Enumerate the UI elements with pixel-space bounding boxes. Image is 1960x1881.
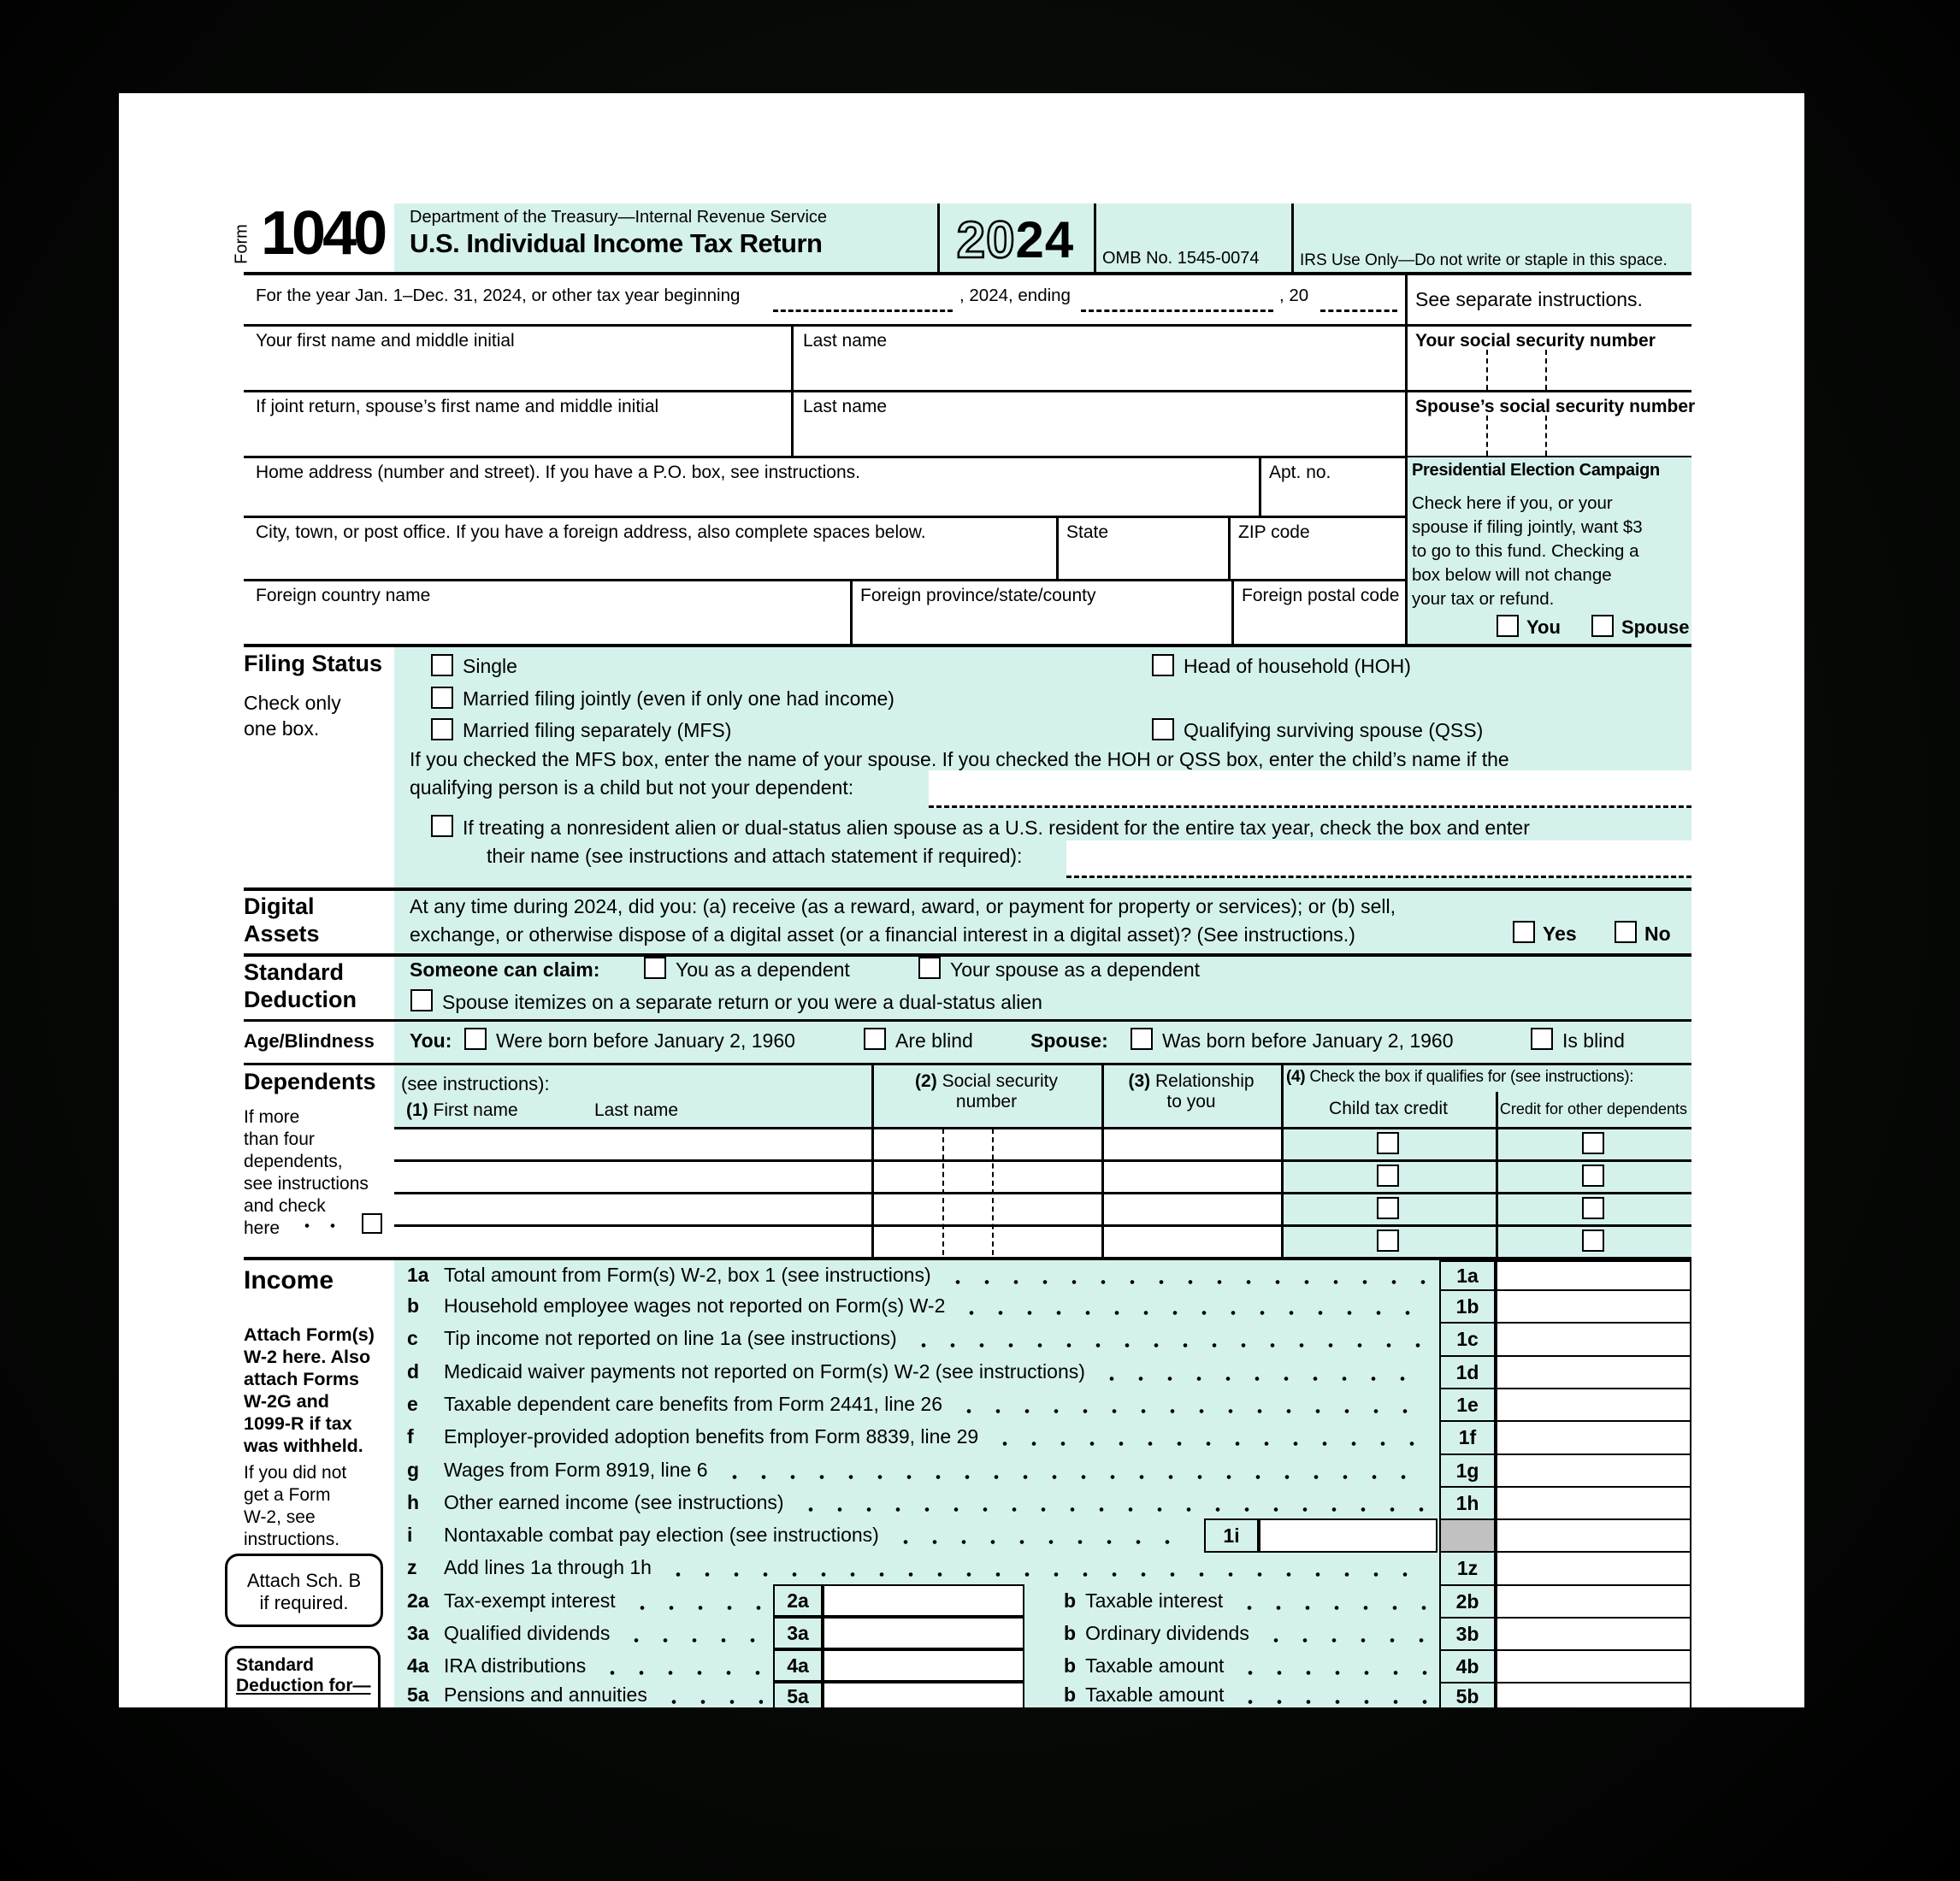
col1-header bbox=[406, 1100, 518, 1121]
dot-leader bbox=[1236, 1700, 1429, 1704]
age-spouse-label: Spouse: bbox=[1030, 1029, 1108, 1052]
line-number: f bbox=[407, 1424, 414, 1448]
income-line-1g bbox=[394, 1454, 1439, 1486]
line-4b-amount-box[interactable] bbox=[1496, 1649, 1691, 1683]
odc-checkbox[interactable] bbox=[1582, 1132, 1604, 1154]
department-line: Department of the Treasury—Internal Revenue Service bbox=[410, 208, 828, 227]
line-text: Taxable amount bbox=[1085, 1654, 1225, 1677]
cell-number: 1d bbox=[1455, 1360, 1479, 1383]
see-separate-instructions: See separate instructions. bbox=[1415, 288, 1643, 310]
line-number: h bbox=[407, 1490, 420, 1513]
qualifying-person-input[interactable] bbox=[929, 770, 1691, 808]
ssn-separator bbox=[942, 1129, 944, 1255]
dependents-margin-note: than four bbox=[244, 1129, 315, 1149]
dependents-margin-note: If more bbox=[244, 1107, 300, 1127]
line-1e-number-cell bbox=[1439, 1388, 1496, 1422]
digital-no-label: No bbox=[1644, 923, 1671, 945]
first-name-label: Your first name and middle initial bbox=[256, 331, 515, 351]
divider bbox=[244, 390, 1691, 392]
dot-leader bbox=[664, 1572, 1429, 1577]
divider bbox=[1056, 516, 1059, 579]
income-line-5a bbox=[394, 1682, 773, 1707]
line-2a-amount-box[interactable] bbox=[823, 1584, 1024, 1617]
line-text: Taxable amount bbox=[1085, 1683, 1225, 1706]
line-text: Pensions and annuities bbox=[444, 1683, 647, 1706]
campaign-spouse-checkbox[interactable] bbox=[1591, 615, 1614, 637]
you-blind-label: Are blind bbox=[895, 1029, 973, 1052]
line-5a-amount-box[interactable] bbox=[823, 1682, 1024, 1707]
spouse-itemizes-label: Spouse itemizes on a separate return or you were a dual-status alien bbox=[442, 991, 1042, 1013]
income-line-2a bbox=[394, 1584, 773, 1617]
line-4a-number: 4a bbox=[787, 1654, 809, 1677]
col4-header bbox=[1286, 1068, 1633, 1087]
qss-label: Qualifying surviving spouse (QSS) bbox=[1184, 719, 1484, 741]
apt-label: Apt. no. bbox=[1269, 463, 1331, 482]
line-text: Nontaxable combat pay election (see instructions) bbox=[444, 1523, 879, 1546]
odc-checkbox[interactable] bbox=[1582, 1165, 1604, 1187]
dependent-row-name-input[interactable] bbox=[394, 1127, 871, 1159]
tax-year-ending-field[interactable] bbox=[1081, 310, 1273, 312]
attach-w2-note: Attach Form(s) bbox=[244, 1324, 375, 1345]
dependents-margin-note: see instructions bbox=[244, 1174, 369, 1194]
attach-schb-text: Attach Sch. B bbox=[246, 1570, 362, 1591]
cell-number: 5b bbox=[1455, 1684, 1479, 1707]
attach-w2-note: W-2G and bbox=[244, 1391, 329, 1412]
line-4a-amount-box[interactable] bbox=[823, 1649, 1024, 1682]
income-line-4b bbox=[1064, 1649, 1439, 1682]
dot-leader bbox=[1236, 1671, 1429, 1675]
campaign-line: spouse if filing jointly, want $3 bbox=[1412, 517, 1643, 537]
nra-line1: If treating a nonresident alien or dual-status alien spouse as a U.S. resident for the entire tax year, check the box and enter bbox=[463, 817, 1530, 839]
odc-checkbox[interactable] bbox=[1582, 1229, 1604, 1252]
divider bbox=[1405, 274, 1408, 644]
omb-number: OMB No. 1545-0074 bbox=[1102, 249, 1260, 268]
income-line-4a bbox=[394, 1649, 773, 1682]
mfs-checkbox[interactable] bbox=[431, 718, 453, 740]
qss-checkbox[interactable] bbox=[1152, 718, 1174, 740]
col3-label2: to you bbox=[1166, 1092, 1216, 1112]
line-1c-number-cell bbox=[1439, 1322, 1496, 1357]
income-line-1z bbox=[394, 1551, 1439, 1583]
line-text: Total amount from Form(s) W-2, box 1 (see instructions) bbox=[444, 1263, 931, 1286]
dot-leader bbox=[1261, 1638, 1429, 1642]
form-title: U.S. Individual Income Tax Return bbox=[410, 228, 823, 258]
cell-number: 1c bbox=[1456, 1328, 1479, 1350]
income-line-3a bbox=[394, 1617, 773, 1649]
divider bbox=[1259, 456, 1261, 516]
you-born-label: Were born before January 2, 1960 bbox=[496, 1029, 795, 1052]
line-number: z bbox=[407, 1555, 417, 1578]
line-number: 2a bbox=[407, 1589, 429, 1612]
attach-schb-text: if required. bbox=[259, 1592, 349, 1613]
campaign-line: Check here if you, or your bbox=[1412, 493, 1613, 513]
form-word-vertical: Form bbox=[232, 224, 251, 264]
income-title: Income bbox=[244, 1266, 334, 1294]
cell-number: 1a bbox=[1456, 1264, 1479, 1287]
line-text: Wages from Form 8919, line 6 bbox=[444, 1458, 708, 1481]
year-outline-digits: 20 bbox=[956, 210, 1016, 268]
income-line-3b bbox=[1064, 1617, 1439, 1649]
digital-assets-title: Assets bbox=[244, 921, 320, 946]
cell-number: 1z bbox=[1456, 1557, 1479, 1579]
tax-year bbox=[937, 209, 1094, 269]
line-letter: b bbox=[1064, 1654, 1077, 1677]
you-born-checkbox[interactable] bbox=[464, 1028, 487, 1050]
no-w2-note: instructions. bbox=[244, 1530, 340, 1549]
credit-other-dependents-header: Credit for other dependents bbox=[1499, 1100, 1688, 1117]
tax-year-text: For the year Jan. 1–Dec. 31, 2024, or other tax year beginning bbox=[256, 286, 741, 305]
dependent-row-name-input[interactable] bbox=[394, 1192, 871, 1224]
divider bbox=[244, 644, 1691, 647]
line-number: 5a bbox=[407, 1683, 429, 1706]
divider bbox=[244, 324, 1691, 327]
spouse-born-label: Was born before January 2, 1960 bbox=[1162, 1029, 1454, 1052]
divider bbox=[1291, 203, 1294, 274]
col1-label: First name bbox=[433, 1100, 518, 1120]
claim-you-label: You as a dependent bbox=[676, 958, 850, 981]
mfj-label: Married filing jointly (even if only one had income) bbox=[463, 687, 894, 710]
tax-year-20-field[interactable] bbox=[1320, 310, 1397, 312]
campaign-line: to go to this fund. Checking a bbox=[1412, 541, 1639, 561]
line-letter: b bbox=[1064, 1683, 1077, 1706]
nra-checkbox[interactable] bbox=[431, 815, 453, 837]
campaign-you-checkbox[interactable] bbox=[1497, 615, 1519, 637]
col1b-header: Last name bbox=[594, 1100, 679, 1120]
campaign-spouse-label: Spouse bbox=[1621, 616, 1690, 638]
dot-leader bbox=[891, 1540, 1194, 1544]
divider bbox=[1496, 1092, 1498, 1257]
line-1i-shaded-cell bbox=[1439, 1518, 1496, 1553]
line-text: Tax-exempt interest bbox=[444, 1589, 616, 1612]
line-text: IRA distributions bbox=[444, 1654, 587, 1677]
line-3a-number-cell bbox=[773, 1617, 823, 1649]
col4-label: Check the box if qualifies for (see instructions): bbox=[1309, 1068, 1634, 1086]
divider bbox=[1228, 516, 1231, 579]
form-number: 1040 bbox=[261, 199, 385, 268]
line-1i-right-box bbox=[1496, 1518, 1691, 1553]
divider bbox=[937, 203, 940, 274]
dot-leader bbox=[1235, 1606, 1429, 1610]
campaign-title: Presidential Election Campaign bbox=[1412, 461, 1660, 480]
digital-assets-question: At any time during 2024, did you: (a) receive (as a reward, award, or payment for property or services); or (b) sell, bbox=[410, 895, 1396, 917]
cell-number: 3b bbox=[1455, 1622, 1479, 1645]
attach-schb-callout bbox=[225, 1554, 383, 1627]
dot-leader bbox=[628, 1606, 763, 1610]
income-line-1h bbox=[394, 1486, 1439, 1518]
line-2b-number-cell bbox=[1439, 1584, 1496, 1619]
cell-number: 1h bbox=[1455, 1491, 1479, 1514]
ctc-checkbox[interactable] bbox=[1377, 1229, 1399, 1252]
line-text: Medicaid waiver payments not reported on Form(s) W-2 (see instructions) bbox=[444, 1359, 1085, 1383]
ssn-separator bbox=[992, 1129, 994, 1255]
spouse-last-name-label: Last name bbox=[803, 397, 888, 416]
standard-deduction-callout bbox=[225, 1646, 381, 1707]
standard-deduction-title: Deduction bbox=[244, 987, 357, 1012]
claim-spouse-label: Your spouse as a dependent bbox=[950, 958, 1201, 981]
line-number: 1a bbox=[407, 1263, 429, 1286]
income-line-1b bbox=[394, 1289, 1439, 1322]
income-line-1d bbox=[394, 1355, 1439, 1388]
campaign-you-label: You bbox=[1526, 616, 1561, 638]
line-text: Qualified dividends bbox=[444, 1621, 611, 1644]
line-5a-number: 5a bbox=[787, 1684, 809, 1707]
line-1i-amount-box[interactable] bbox=[1259, 1518, 1438, 1553]
line-1c-amount-box[interactable] bbox=[1496, 1322, 1691, 1357]
standard-deduction-callout-text: Deduction for— bbox=[236, 1676, 371, 1695]
col1-num: (1) bbox=[406, 1100, 428, 1120]
line-1h-number-cell bbox=[1439, 1486, 1496, 1520]
claim-you-checkbox[interactable] bbox=[644, 957, 666, 979]
form-1040-page bbox=[119, 93, 1804, 1707]
line-number: c bbox=[407, 1326, 418, 1349]
attach-w2-note: was withheld. bbox=[244, 1436, 363, 1456]
line-1a-amount-box[interactable] bbox=[1496, 1260, 1691, 1291]
filing-status-note: Check only bbox=[244, 692, 341, 714]
line-1a-number-cell bbox=[1439, 1260, 1496, 1291]
irs-use-only: IRS Use Only—Do not write or staple in this space. bbox=[1300, 251, 1668, 269]
attach-w2-note: attach Forms bbox=[244, 1369, 360, 1389]
dependent-row-name-input[interactable] bbox=[394, 1224, 871, 1257]
divider bbox=[791, 324, 794, 456]
line-2a-number-cell bbox=[773, 1584, 823, 1617]
digital-assets-question: exchange, or otherwise dispose of a digital asset (or a financial interest in a digital asset)? (See instructions.) bbox=[410, 923, 1355, 946]
income-line-1f bbox=[394, 1420, 1439, 1453]
tax-year-begin-field[interactable] bbox=[773, 310, 953, 312]
dependents-margin-note: here bbox=[244, 1218, 280, 1238]
dependents-margin-note: and check bbox=[244, 1196, 326, 1216]
state-label: State bbox=[1066, 522, 1109, 542]
col2-header bbox=[871, 1071, 1101, 1112]
standard-deduction-title: Standard bbox=[244, 959, 345, 985]
line-2a-number: 2a bbox=[787, 1589, 809, 1612]
spouse-first-name-label: If joint return, spouse’s first name and middle initial bbox=[256, 397, 659, 416]
col4-num: (4) bbox=[1286, 1068, 1306, 1086]
line-1f-amount-box[interactable] bbox=[1496, 1420, 1691, 1455]
ssn-separator bbox=[1545, 350, 1547, 390]
line-4b-number-cell bbox=[1439, 1649, 1496, 1683]
col3-header bbox=[1101, 1071, 1281, 1112]
line-1i-number: 1i bbox=[1223, 1524, 1240, 1547]
dot-leader bbox=[622, 1638, 763, 1642]
line-1d-amount-box[interactable] bbox=[1496, 1355, 1691, 1389]
digital-yes-checkbox[interactable] bbox=[1513, 921, 1535, 943]
line-1g-number-cell bbox=[1439, 1454, 1496, 1488]
zip-label: ZIP code bbox=[1238, 522, 1310, 542]
hoh-checkbox[interactable] bbox=[1152, 654, 1174, 676]
line-3b-amount-box[interactable] bbox=[1496, 1617, 1691, 1651]
tax-year-20: , 20 bbox=[1279, 286, 1309, 305]
single-label: Single bbox=[463, 655, 517, 677]
foreign-province-label: Foreign province/state/county bbox=[860, 586, 1096, 605]
col3-num: (3) bbox=[1128, 1071, 1151, 1091]
line-number: g bbox=[407, 1458, 420, 1481]
income-line-2b bbox=[1064, 1584, 1439, 1617]
line-text: Taxable interest bbox=[1085, 1589, 1224, 1612]
home-address-label: Home address (number and street). If you have a P.O. box, see instructions. bbox=[256, 463, 860, 482]
ctc-checkbox[interactable] bbox=[1377, 1132, 1399, 1154]
dot-leader bbox=[909, 1343, 1429, 1347]
spouse-blind-checkbox[interactable] bbox=[1531, 1028, 1553, 1050]
foreign-postal-label: Foreign postal code bbox=[1242, 586, 1400, 605]
dependents-margin-note: dependents, bbox=[244, 1152, 343, 1171]
digital-assets-title: Digital bbox=[244, 893, 315, 919]
line-1e-amount-box[interactable] bbox=[1496, 1388, 1691, 1422]
line-2b-amount-box[interactable] bbox=[1496, 1584, 1691, 1619]
your-ssn-label: Your social security number bbox=[1415, 331, 1656, 351]
line-number: e bbox=[407, 1392, 418, 1415]
dot-leader bbox=[943, 1280, 1429, 1284]
someone-can-claim-label: Someone can claim: bbox=[410, 958, 600, 981]
line-5b-amount-box[interactable] bbox=[1496, 1682, 1691, 1707]
attach-w2-note: 1099-R if tax bbox=[244, 1413, 352, 1434]
dot-leader bbox=[957, 1311, 1429, 1315]
line-1g-amount-box[interactable] bbox=[1496, 1454, 1691, 1488]
line-3a-number: 3a bbox=[787, 1621, 809, 1644]
odc-checkbox[interactable] bbox=[1582, 1197, 1604, 1219]
no-w2-note: get a Form bbox=[244, 1485, 331, 1505]
dot-leader bbox=[990, 1442, 1429, 1446]
you-blind-checkbox[interactable] bbox=[864, 1028, 886, 1050]
mfs-instruction-line1: If you checked the MFS box, enter the name of your spouse. If you checked the HOH or QSS box, enter the child’s name if the bbox=[410, 748, 1509, 770]
first-name-input[interactable] bbox=[244, 341, 782, 388]
line-1f-number-cell bbox=[1439, 1420, 1496, 1455]
dot-leader bbox=[1097, 1377, 1429, 1381]
nra-name-input[interactable] bbox=[1066, 840, 1691, 878]
ssn-separator bbox=[1486, 416, 1488, 456]
no-w2-note: If you did not bbox=[244, 1463, 347, 1483]
ctc-checkbox[interactable] bbox=[1377, 1165, 1399, 1187]
divider bbox=[1231, 579, 1234, 644]
filing-status-title: Filing Status bbox=[244, 651, 382, 676]
line-1z-amount-box[interactable] bbox=[1496, 1551, 1691, 1586]
spouse-itemizes-checkbox[interactable] bbox=[410, 989, 433, 1011]
standard-deduction-callout-text: Standard bbox=[236, 1655, 315, 1675]
income-line-1i bbox=[394, 1518, 1204, 1551]
line-text: Household employee wages not reported on Form(s) W-2 bbox=[444, 1294, 946, 1317]
divider bbox=[244, 272, 1691, 275]
line-number: b bbox=[407, 1294, 420, 1317]
single-checkbox[interactable] bbox=[431, 654, 453, 676]
line-number: d bbox=[407, 1359, 420, 1383]
cell-number: 2b bbox=[1455, 1589, 1479, 1613]
line-5a-number-cell bbox=[773, 1682, 823, 1707]
cell-number: 1f bbox=[1458, 1426, 1477, 1448]
divider bbox=[1094, 203, 1096, 274]
line-1i-number-cell bbox=[1204, 1518, 1259, 1553]
line-letter: b bbox=[1064, 1621, 1077, 1644]
attach-w2-note: W-2 here. Also bbox=[244, 1347, 371, 1367]
cell-number: 1b bbox=[1455, 1294, 1479, 1318]
col2-num: (2) bbox=[915, 1071, 937, 1091]
dot-leader bbox=[294, 1224, 354, 1228]
line-1h-amount-box[interactable] bbox=[1496, 1486, 1691, 1520]
no-w2-note: W-2, see bbox=[244, 1507, 316, 1527]
mfj-checkbox[interactable] bbox=[431, 687, 453, 709]
income-line-1a bbox=[394, 1260, 1439, 1289]
spouse-ssn-label: Spouse’s social security number bbox=[1415, 397, 1696, 416]
line-text: Ordinary dividends bbox=[1085, 1621, 1249, 1644]
last-name-label: Last name bbox=[803, 331, 888, 351]
city-label: City, town, or post office. If you have a foreign address, also complete spaces below. bbox=[256, 522, 926, 542]
line-text: Employer-provided adoption benefits from Form 8839, line 29 bbox=[444, 1424, 979, 1448]
cell-number: 1e bbox=[1456, 1393, 1479, 1416]
income-line-1e bbox=[394, 1388, 1439, 1420]
tax-year-ending: , 2024, ending bbox=[959, 286, 1071, 305]
filing-status-note: one box. bbox=[244, 717, 320, 740]
more-than-four-checkbox[interactable] bbox=[362, 1213, 382, 1234]
income-line-1c bbox=[394, 1322, 1439, 1354]
line-1z-number-cell bbox=[1439, 1551, 1496, 1586]
dependents-see-instructions: (see instructions): bbox=[401, 1073, 550, 1094]
line-number: 3a bbox=[407, 1621, 429, 1644]
foreign-country-label: Foreign country name bbox=[256, 586, 431, 605]
line-5b-number-cell bbox=[1439, 1682, 1496, 1707]
dot-leader bbox=[659, 1700, 763, 1704]
divider bbox=[244, 516, 1405, 518]
income-line-5b bbox=[1064, 1682, 1439, 1707]
line-1d-number-cell bbox=[1439, 1355, 1496, 1389]
age-blindness-label: Age/Blindness bbox=[244, 1030, 375, 1052]
line-text: Tip income not reported on line 1a (see instructions) bbox=[444, 1326, 897, 1349]
line-1b-amount-box[interactable] bbox=[1496, 1289, 1691, 1324]
ssn-separator bbox=[1486, 350, 1488, 390]
campaign-line: your tax or refund. bbox=[1412, 589, 1555, 609]
mfs-instruction-line2: qualifying person is a child but not your dependent: bbox=[410, 776, 854, 799]
line-3a-amount-box[interactable] bbox=[823, 1617, 1024, 1649]
line-number: i bbox=[407, 1523, 413, 1546]
line-1b-number-cell bbox=[1439, 1289, 1496, 1324]
dot-leader bbox=[796, 1507, 1429, 1512]
dot-leader bbox=[598, 1671, 763, 1675]
child-tax-credit-header: Child tax credit bbox=[1329, 1099, 1448, 1118]
nra-line2: their name (see instructions and attach statement if required): bbox=[487, 845, 1023, 867]
line-text: Other earned income (see instructions) bbox=[444, 1490, 784, 1513]
cell-number: 4b bbox=[1455, 1654, 1479, 1678]
ssn-separator bbox=[1545, 416, 1547, 456]
col3-label: Relationship bbox=[1154, 1071, 1255, 1091]
age-you-label: You: bbox=[410, 1029, 452, 1052]
year-bold-digits: 24 bbox=[1015, 210, 1075, 268]
spouse-blind-label: Is blind bbox=[1562, 1029, 1625, 1052]
claim-spouse-checkbox[interactable] bbox=[918, 957, 941, 979]
mfs-label: Married filing separately (MFS) bbox=[463, 719, 732, 741]
dependents-title: Dependents bbox=[244, 1069, 376, 1094]
dot-leader bbox=[954, 1409, 1429, 1413]
campaign-line: box below will not change bbox=[1412, 565, 1612, 585]
line-letter: b bbox=[1064, 1589, 1077, 1612]
spouse-born-checkbox[interactable] bbox=[1131, 1028, 1153, 1050]
line-number: 4a bbox=[407, 1654, 429, 1677]
hoh-label: Head of household (HOH) bbox=[1184, 655, 1411, 677]
line-text: Add lines 1a through 1h bbox=[444, 1555, 652, 1578]
col2-label2: number bbox=[955, 1092, 1018, 1112]
line-text: Taxable dependent care benefits from Form 2441, line 26 bbox=[444, 1392, 943, 1415]
ctc-checkbox[interactable] bbox=[1377, 1197, 1399, 1219]
digital-yes-label: Yes bbox=[1543, 923, 1577, 945]
divider bbox=[850, 579, 853, 644]
line-3b-number-cell bbox=[1439, 1617, 1496, 1651]
line-4a-number-cell bbox=[773, 1649, 823, 1682]
cell-number: 1g bbox=[1455, 1459, 1479, 1482]
dot-leader bbox=[720, 1475, 1430, 1479]
dependent-row-name-input[interactable] bbox=[394, 1159, 871, 1192]
digital-no-checkbox[interactable] bbox=[1615, 921, 1637, 943]
col2-label: Social security bbox=[942, 1071, 1058, 1091]
